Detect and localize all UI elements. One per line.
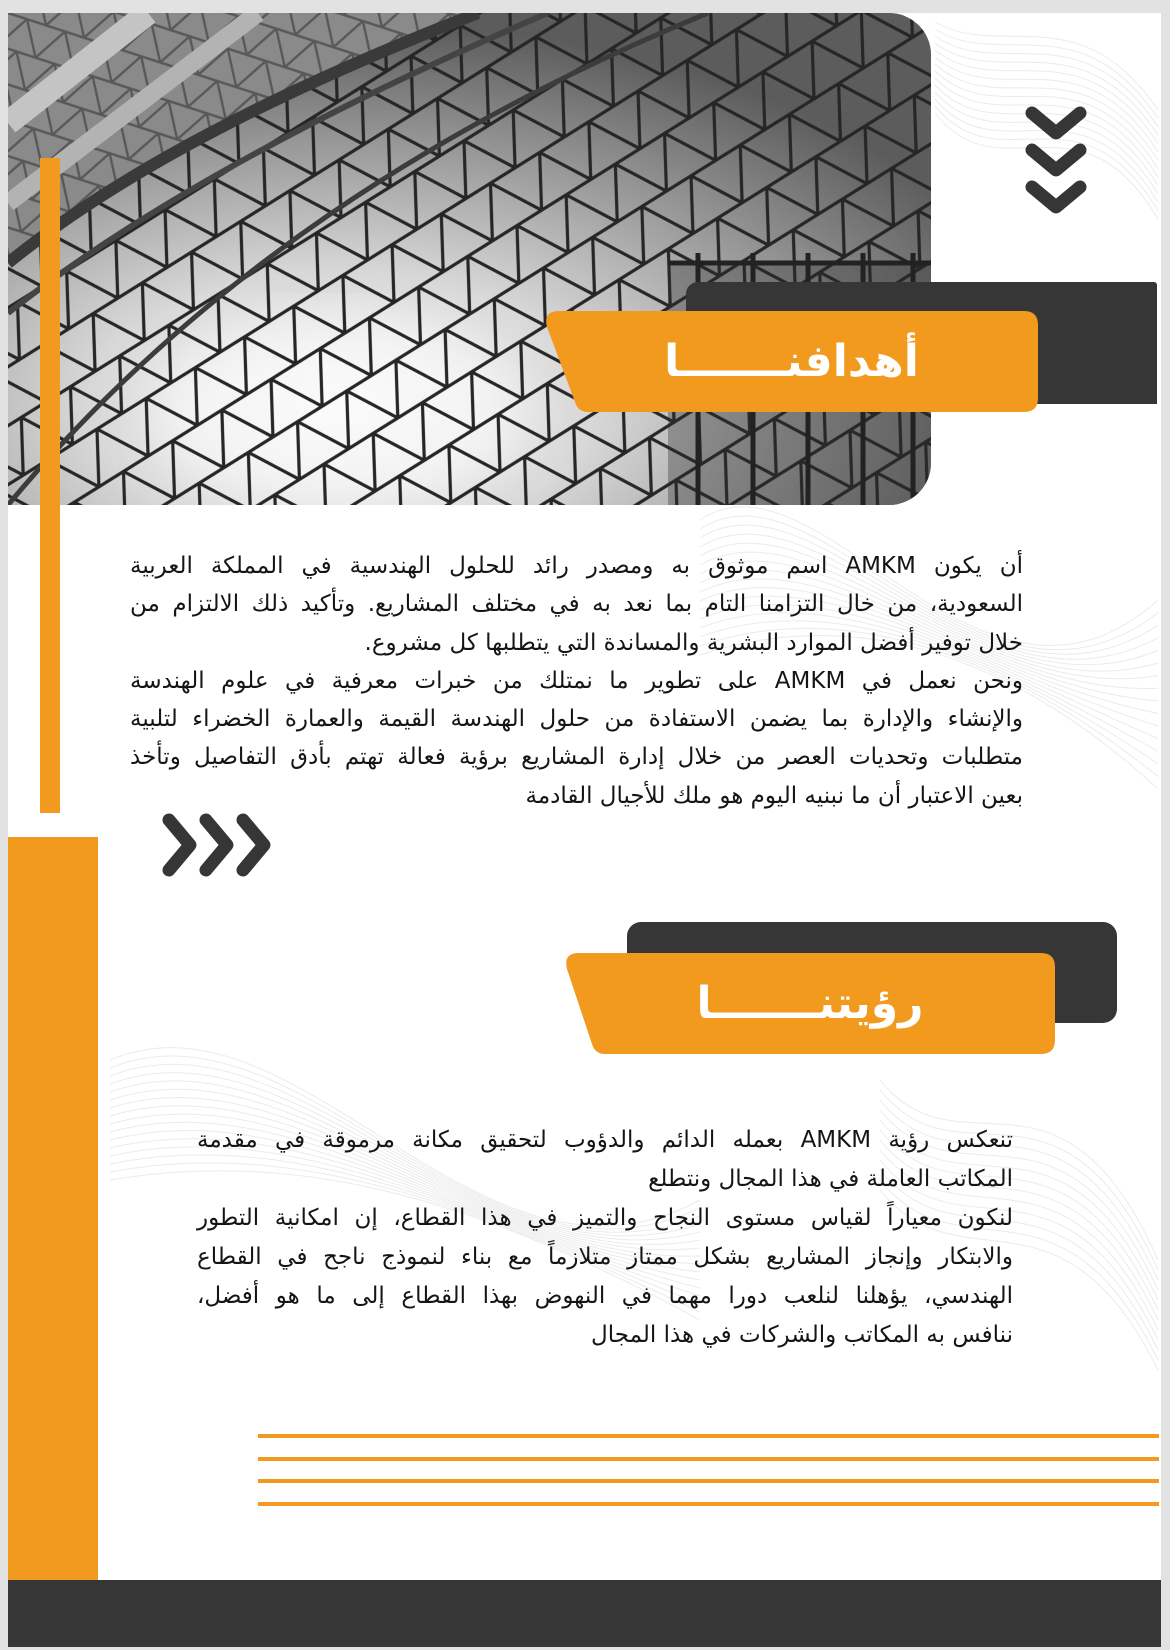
chevron-right-icon xyxy=(243,820,264,870)
paragraph-line: لنكون معياراً لقياس مستوى النجاح والتميز في هذا القطاع، إن امكانية التطور xyxy=(197,1205,1013,1231)
paragraph-line: أن يكون AMKM اسم موثوق به ومصدر رائد للحلول الهندسية في المملكة العربية xyxy=(130,553,1023,579)
paragraph-line: السعودية، من خال التزامنا التام بما نعد به في مختلف المشاريع. وتأكيد ذلك الالتزام من xyxy=(130,591,1023,618)
vision-paragraph xyxy=(197,1121,1013,1355)
paragraph-line: المكاتب العاملة في هذا المجال ونتطلع xyxy=(648,1166,1013,1192)
goals-paragraph xyxy=(130,547,1023,815)
chevron-down-icon xyxy=(1032,187,1080,207)
paragraph-line: والإنشاء والإدارة بما يضمن الاستفادة من حلول الهندسة القيمة والعمارة الخضراء لتلبية xyxy=(130,706,1023,733)
vision-heading-label xyxy=(565,953,1055,1054)
paragraph-line: بعين الاعتبار أن ما نبنيه اليوم هو ملك للأجيال القادمة xyxy=(525,782,1023,809)
chevron-right-icon xyxy=(206,820,227,870)
paragraph-line: متطلبات وتحديات العصر من خلال إدارة المشاريع برؤية فعالة تهتم بأدق التفاصيل وتأخذ xyxy=(130,744,1023,771)
orange-horizontal-line xyxy=(258,1457,1159,1461)
goals-heading-label xyxy=(545,311,1038,412)
chevron-right-icon xyxy=(169,820,190,870)
orange-horizontal-line xyxy=(258,1479,1159,1483)
footer-dark-bar xyxy=(8,1580,1161,1647)
header-photo xyxy=(8,13,931,505)
chevron-down-icon xyxy=(1032,150,1080,170)
vision-title: رؤيتنـــــــا xyxy=(696,978,924,1029)
chevrons-down-decoration xyxy=(1024,104,1088,220)
chevron-down-icon xyxy=(1032,113,1080,133)
paragraph-line: خلال توفير أفضل الموارد البشرية والمساندة التي يتطلبها كل مشروع. xyxy=(364,629,1023,656)
paragraph-line: ونحن نعمل في AMKM على تطوير ما نمتلك من خبرات معرفية في علوم الهندسة xyxy=(130,667,1023,694)
paragraph-line: والابتكار وإنجاز المشاريع بشكل ممتاز متلازماً مع بناء لنموذج ناجح في القطاع xyxy=(197,1244,1013,1270)
paragraph-line: تنعكس رؤية AMKM بعمله الدائم والدؤوب لتحقيق مكانة مرموقة في مقدمة xyxy=(197,1127,1014,1153)
chevrons-right-decoration xyxy=(160,812,280,878)
orange-horizontal-line xyxy=(258,1502,1159,1506)
orange-vertical-bar xyxy=(40,158,60,813)
paragraph-line: الهندسي، يؤهلنا لنلعب دورا مهما في النهوض بهذا القطاع إلى ما هو أفضل، xyxy=(197,1283,1013,1309)
paragraph-line: ننافس به المكاتب والشركات في هذا المجال xyxy=(591,1322,1013,1348)
lattice-dome-photo-graphic xyxy=(8,13,931,505)
orange-horizontal-line xyxy=(258,1434,1159,1438)
goals-title: أهدافنـــــــا xyxy=(664,336,919,387)
orange-side-block xyxy=(8,837,98,1580)
